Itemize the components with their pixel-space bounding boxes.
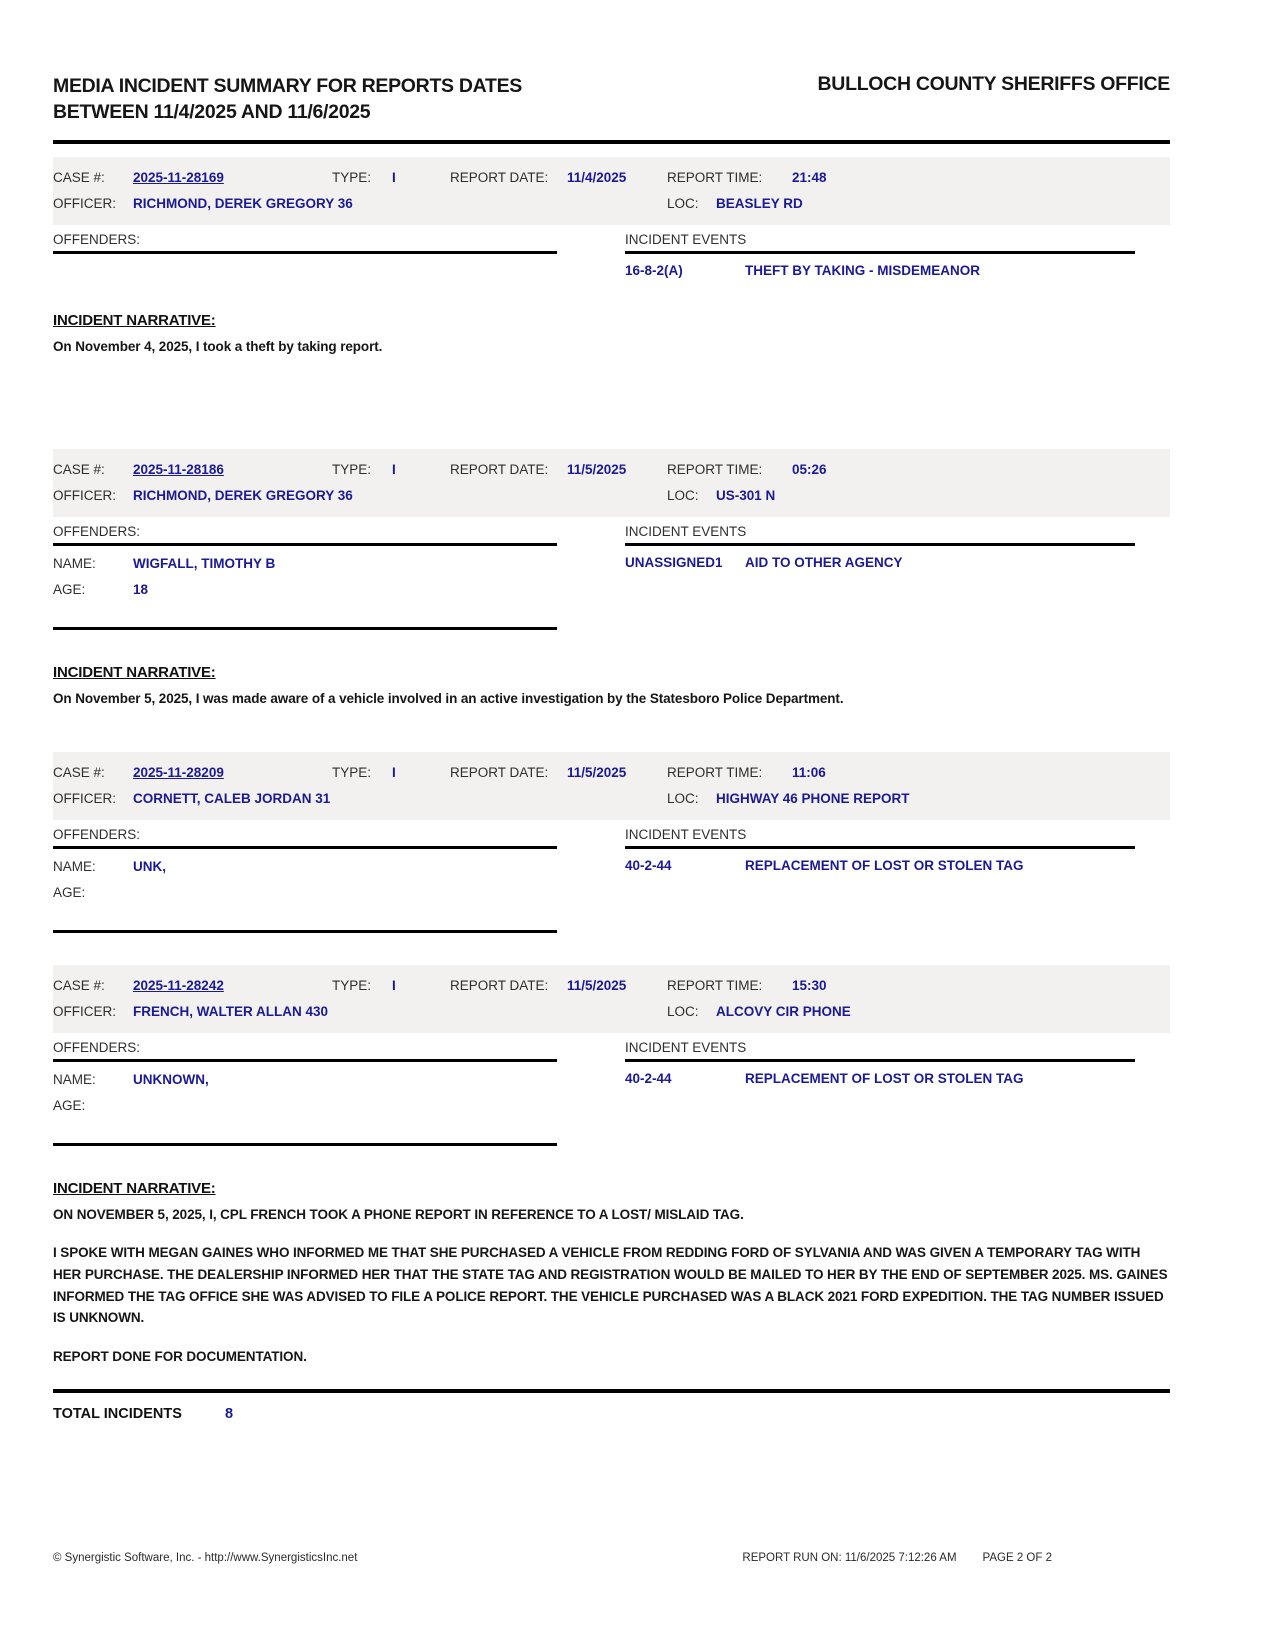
case-number-label: CASE #: <box>53 764 105 780</box>
footer-report-run-on: REPORT RUN ON: 11/6/2025 7:12:26 AM <box>742 1552 957 1564</box>
narrative-paragraph: On November 5, 2025, I was made aware of a vehicle involved in an active investigation by the Statesboro Police Department. <box>53 691 844 707</box>
type-value: I <box>392 764 396 780</box>
footer-page-number: PAGE 2 OF 2 <box>982 1552 1052 1564</box>
report-time-label: REPORT TIME: <box>667 169 763 185</box>
case-number-link[interactable]: 2025-11-28169 <box>133 169 224 185</box>
total-incidents-row <box>53 1406 1170 1422</box>
case-block-4 <box>53 965 1170 1368</box>
case-header-band <box>53 157 1170 225</box>
case-number-label: CASE #: <box>53 169 105 185</box>
report-date-value: 11/5/2025 <box>567 764 627 780</box>
report-date-label: REPORT DATE: <box>450 169 549 185</box>
report-date-value: 11/5/2025 <box>567 977 627 993</box>
incident-events-heading: INCIDENT EVENTS <box>625 524 1135 546</box>
case-header-band <box>53 752 1170 820</box>
type-value: I <box>392 977 396 993</box>
officer-label: OFFICER: <box>53 195 116 211</box>
officer-label: OFFICER: <box>53 1003 116 1019</box>
type-value: I <box>392 462 396 478</box>
report-title-line2: BETWEEN 11/4/2025 AND 11/6/2025 <box>53 101 371 124</box>
report-time-label: REPORT TIME: <box>667 977 763 993</box>
incident-events-heading: INCIDENT EVENTS <box>625 1040 1135 1062</box>
officer-value: FRENCH, WALTER ALLAN 430 <box>133 1003 329 1019</box>
officer-label: OFFICER: <box>53 790 116 806</box>
event-code: 40-2-44 <box>625 857 672 873</box>
incident-narrative-heading: INCIDENT NARRATIVE: <box>53 1179 216 1197</box>
offenders-heading: OFFENDERS: <box>53 827 557 849</box>
event-description: AID TO OTHER AGENCY <box>745 555 903 571</box>
loc-label: LOC: <box>667 488 699 504</box>
type-value: I <box>392 169 396 185</box>
report-time-label: REPORT TIME: <box>667 764 763 780</box>
case-block-1 <box>53 157 1170 358</box>
report-header <box>53 73 1170 126</box>
narrative-paragraph: REPORT DONE FOR DOCUMENTATION. <box>53 1348 307 1364</box>
age-label: AGE: <box>53 884 86 900</box>
case-block-3 <box>53 752 1170 933</box>
case-number-link[interactable]: 2025-11-28209 <box>133 764 224 780</box>
officer-label: OFFICER: <box>53 488 116 504</box>
case-header-band <box>53 965 1170 1033</box>
report-time-value: 15:30 <box>792 977 827 993</box>
incident-event-row <box>625 858 1135 873</box>
report-date-label: REPORT DATE: <box>450 764 549 780</box>
loc-label: LOC: <box>667 195 699 211</box>
age-label: AGE: <box>53 582 86 598</box>
incident-event-row <box>625 263 1135 278</box>
type-label: TYPE: <box>332 462 372 478</box>
narrative-paragraph: I SPOKE WITH MEGAN GAINES WHO INFORMED ME THAT SHE PURCHASED A VEHICLE FROM REDDING FORD OF SYLVANIA AND WAS GIVEN A TEMPORARY TAG WITH HER PURCHASE. THE DEALERSHIP INFORMED HER THAT THE STATE TAG AND REGISTRATION WOULD BE MAILED TO HER BY THE END OF SEPTEMBER 2025. MS. GAINES INFORMED THE TAG OFFICE SHE WAS ADVISED TO FILE A POLICE REPORT. THE VEHICLE PURCHASED WAS A BLACK 2021 FORD EXPEDITION. THE TAG NUMBER ISSUED IS UNKNOWN. <box>53 1245 1168 1326</box>
report-title-line1: MEDIA INCIDENT SUMMARY FOR REPORTS DATES <box>53 75 523 97</box>
narrative-paragraph: ON NOVEMBER 5, 2025, I, CPL FRENCH TOOK A PHONE REPORT IN REFERENCE TO A LOST/ MISLAID TAG. <box>53 1206 744 1222</box>
offender-age: 18 <box>133 582 149 598</box>
report-date-value: 11/5/2025 <box>567 462 627 478</box>
event-description: REPLACEMENT OF LOST OR STOLEN TAG <box>745 857 1024 873</box>
report-time-value: 05:26 <box>792 462 827 478</box>
loc-label: LOC: <box>667 790 699 806</box>
report-time-label: REPORT TIME: <box>667 462 763 478</box>
type-label: TYPE: <box>332 169 372 185</box>
loc-value: HIGHWAY 46 PHONE REPORT <box>716 790 910 806</box>
incident-events-heading: INCIDENT EVENTS <box>625 827 1135 849</box>
incident-narrative-heading: INCIDENT NARRATIVE: <box>53 664 216 682</box>
loc-label: LOC: <box>667 1003 699 1019</box>
footer-copyright: © Synergistic Software, Inc. - http://www.SynergisticsInc.net <box>53 1552 358 1564</box>
type-label: TYPE: <box>332 764 372 780</box>
loc-value: BEASLEY RD <box>716 195 803 211</box>
report-date-value: 11/4/2025 <box>567 169 627 185</box>
report-time-value: 11:06 <box>792 764 826 780</box>
event-description: REPLACEMENT OF LOST OR STOLEN TAG <box>745 1070 1024 1086</box>
officer-value: RICHMOND, DEREK GREGORY 36 <box>133 488 353 504</box>
narrative-paragraph: On November 4, 2025, I took a theft by taking report. <box>53 338 383 354</box>
incident-event-row <box>625 1071 1135 1086</box>
event-code: UNASSIGNED1 <box>625 555 723 571</box>
page-footer <box>53 1552 1170 1564</box>
offender-detail <box>53 849 557 933</box>
event-code: 40-2-44 <box>625 1070 672 1086</box>
officer-value: CORNETT, CALEB JORDAN 31 <box>133 790 331 806</box>
event-description: THEFT BY TAKING - MISDEMEANOR <box>745 262 980 278</box>
loc-value: US-301 N <box>716 488 776 504</box>
case-number-label: CASE #: <box>53 462 105 478</box>
report-time-value: 21:48 <box>792 169 827 185</box>
offenders-heading: OFFENDERS: <box>53 524 557 546</box>
header-rule <box>53 140 1170 144</box>
case-number-label: CASE #: <box>53 977 105 993</box>
incident-narrative-section <box>53 312 1170 358</box>
offender-name: WIGFALL, TIMOTHY B <box>133 556 276 572</box>
type-label: TYPE: <box>332 977 372 993</box>
loc-value: ALCOVY CIR PHONE <box>716 1003 851 1019</box>
event-code: 16-8-2(A) <box>625 262 683 278</box>
offender-name: UNKNOWN, <box>133 1071 209 1087</box>
case-number-link[interactable]: 2025-11-28242 <box>133 977 224 993</box>
name-label: NAME: <box>53 858 96 874</box>
report-date-label: REPORT DATE: <box>450 977 549 993</box>
case-block-2 <box>53 449 1170 710</box>
totals-rule <box>53 1389 1170 1393</box>
offender-detail <box>53 1062 557 1146</box>
name-label: NAME: <box>53 1071 96 1087</box>
case-header-band <box>53 449 1170 517</box>
incident-narrative-section <box>53 1180 1170 1368</box>
incident-narrative-section <box>53 664 1170 710</box>
name-label: NAME: <box>53 556 96 572</box>
report-date-label: REPORT DATE: <box>450 462 549 478</box>
offender-detail <box>53 546 557 630</box>
report-title <box>53 73 522 126</box>
offender-name: UNK, <box>133 858 166 874</box>
incident-event-row <box>625 555 1135 570</box>
officer-value: RICHMOND, DEREK GREGORY 36 <box>133 195 353 211</box>
offenders-heading: OFFENDERS: <box>53 1040 557 1062</box>
incident-events-heading: INCIDENT EVENTS <box>625 232 1135 254</box>
total-incidents-value: 8 <box>225 1406 234 1423</box>
case-number-link[interactable]: 2025-11-28186 <box>133 462 224 478</box>
age-label: AGE: <box>53 1097 86 1113</box>
incident-narrative-heading: INCIDENT NARRATIVE: <box>53 311 216 329</box>
total-incidents-label: TOTAL INCIDENTS <box>53 1406 182 1423</box>
agency-name: BULLOCH COUNTY SHERIFFS OFFICE <box>817 73 1170 95</box>
offenders-heading: OFFENDERS: <box>53 232 557 254</box>
